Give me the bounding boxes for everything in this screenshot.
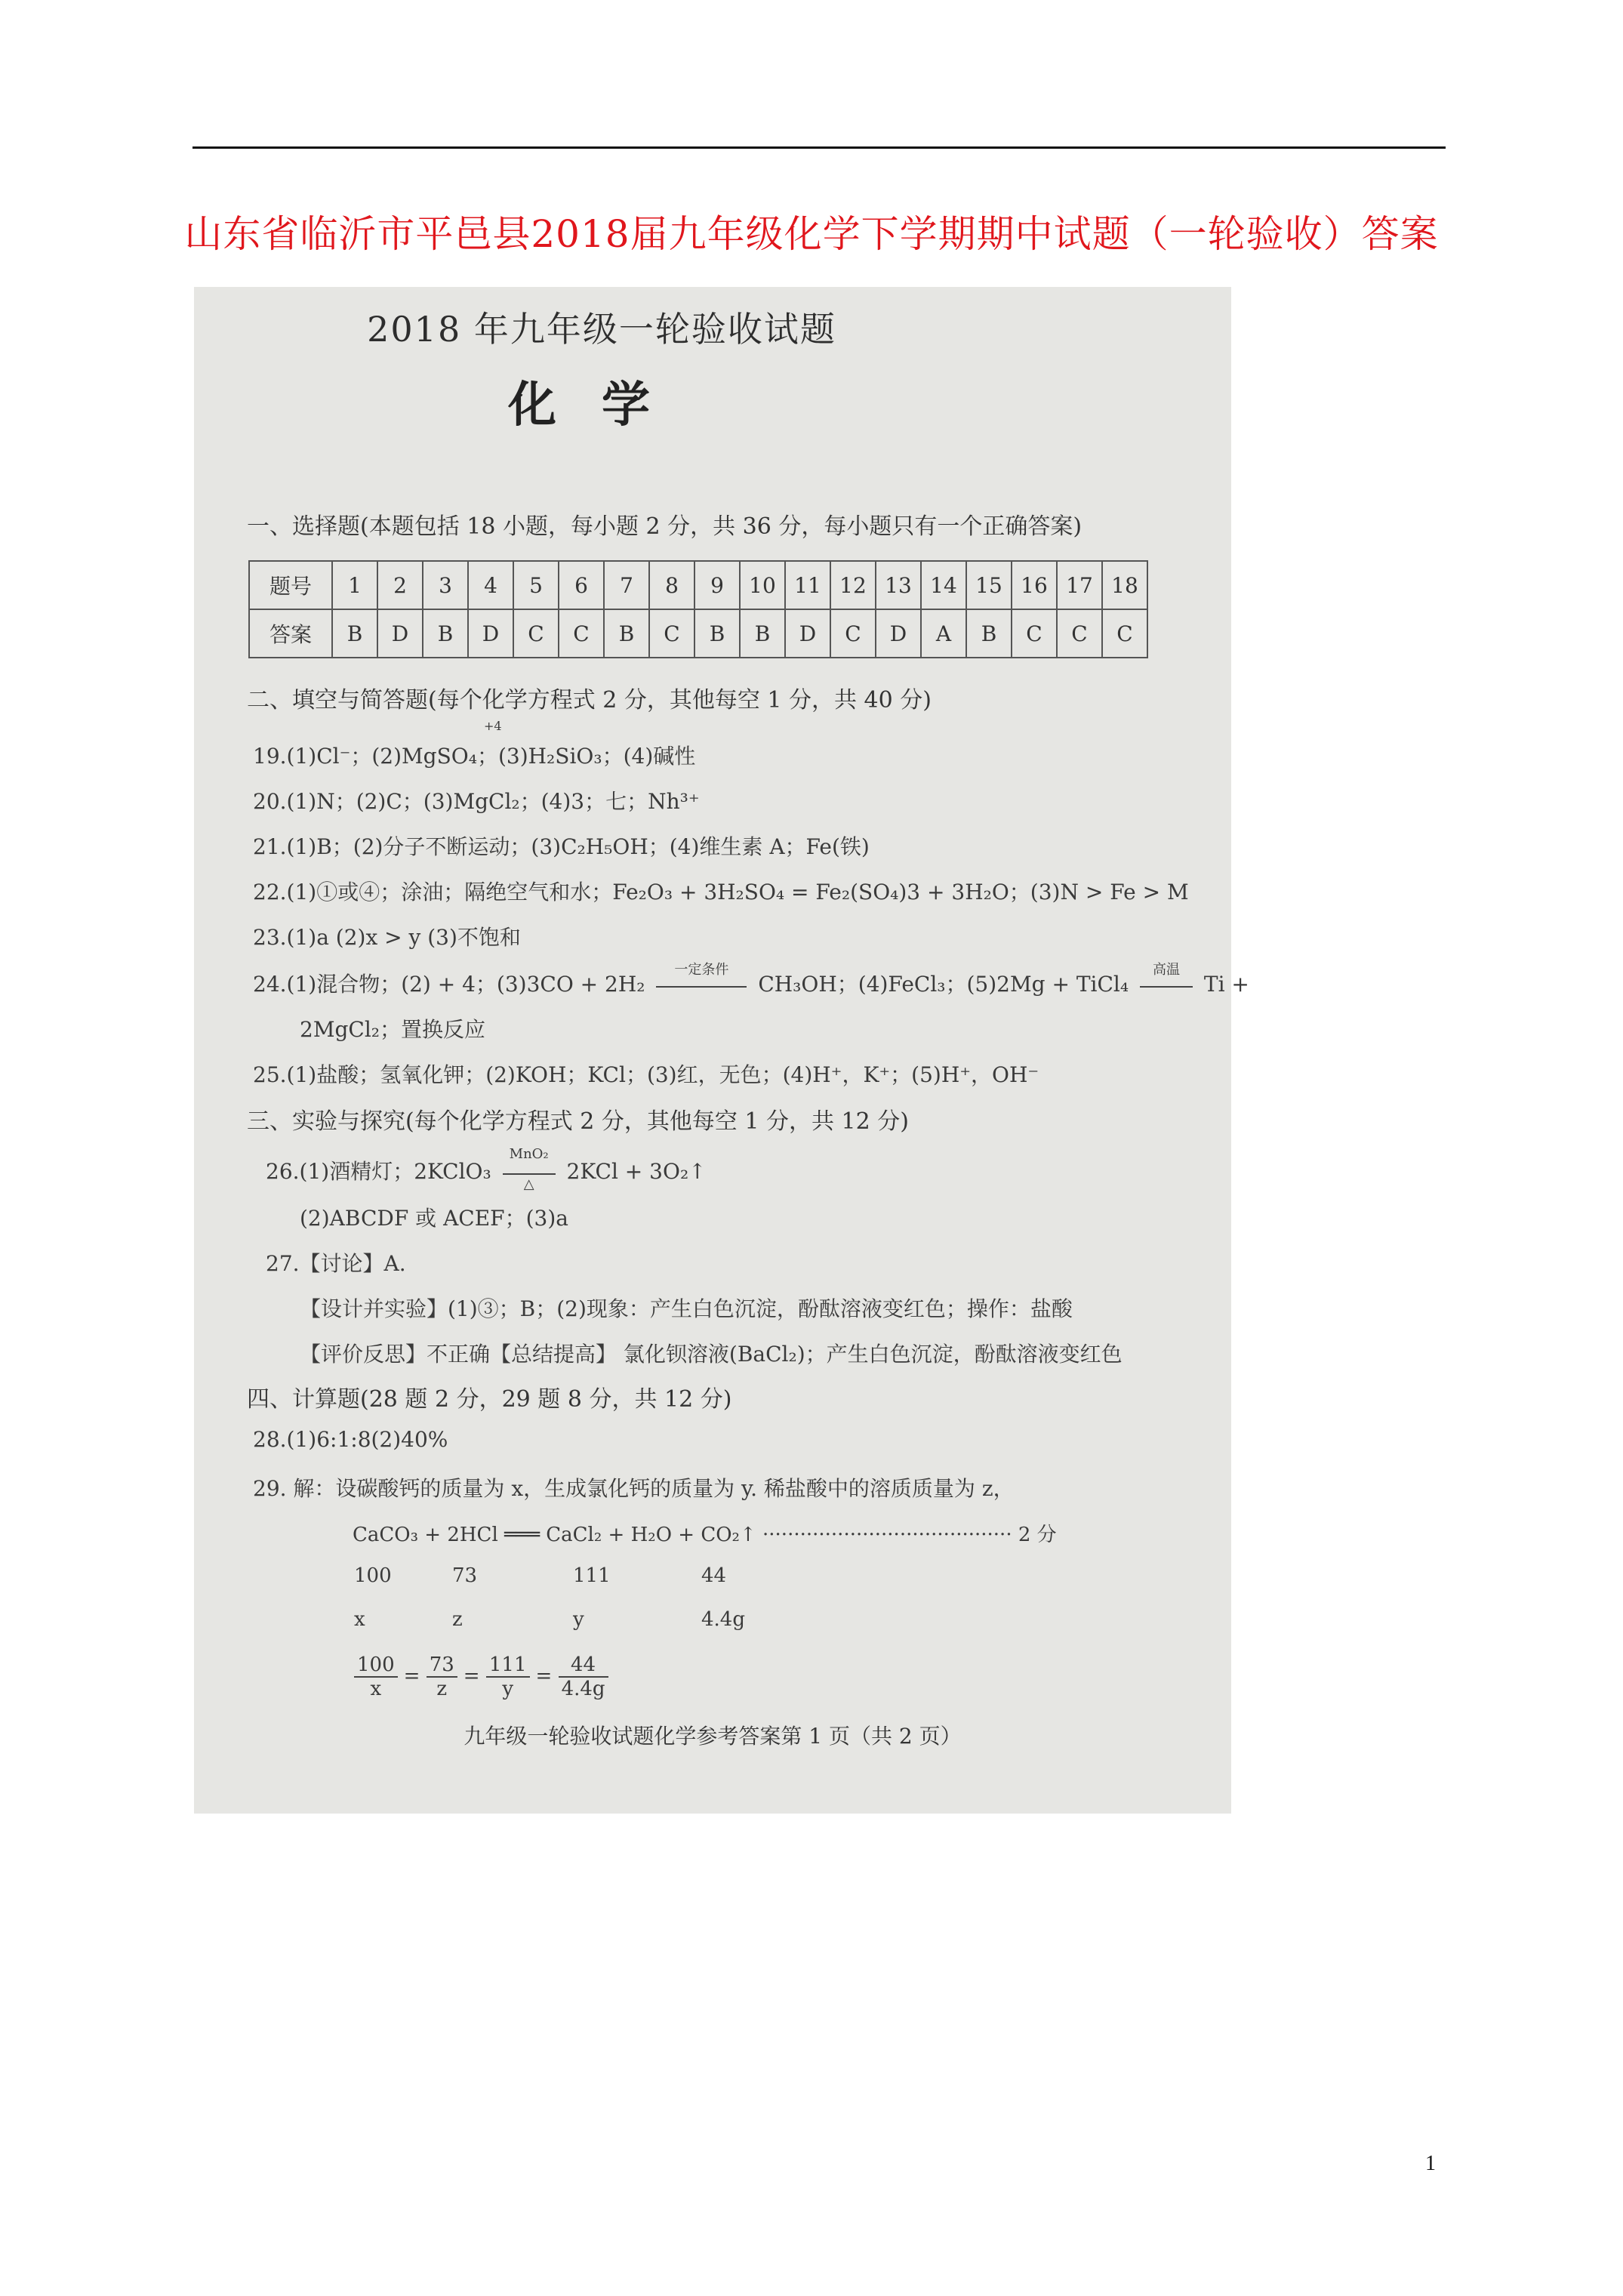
table-cell: 2: [377, 561, 423, 609]
denominator: 4.4g: [561, 1678, 605, 1700]
proportion-equation: $\frac{100}{x}$ = $\frac{73}{z}$ = $\frac{111}{y}$ = $\frac{44}{4.4g}$: [354, 1653, 614, 1700]
table-cell: D: [876, 609, 921, 658]
answer-28: 28.(1)6:1:8(2)40%: [253, 1427, 448, 1452]
section-2-heading: 二、填空与简答题(每个化学方程式 2 分，其他每空 1 分，共 40 分): [247, 687, 932, 713]
header-rule: [192, 146, 1446, 149]
answer-26-continued: (2)ABCDF 或 ACEF；(3)a: [300, 1206, 568, 1231]
heat-symbol: △: [523, 1176, 534, 1192]
table-cell: 12: [830, 561, 876, 609]
table-cell: D: [377, 609, 423, 658]
table-cell: 16: [1012, 561, 1057, 609]
relative-mass-row: [354, 1564, 726, 1587]
table-cell: 1: [332, 561, 377, 609]
table-cell: B: [423, 609, 468, 658]
mass-variable: y: [573, 1608, 584, 1631]
table-cell: C: [1102, 609, 1147, 658]
section-1-heading: 一、选择题(本题包括 18 小题，每小题 2 分，共 36 分，每小题只有一个正确答案): [247, 513, 1083, 540]
condition-label: 高温: [1152, 961, 1180, 978]
table-cell: C: [1057, 609, 1102, 658]
table-cell: A: [921, 609, 966, 658]
table-header-cell: 答案: [249, 609, 332, 658]
table-cell: B: [694, 609, 740, 658]
denominator: x: [370, 1678, 382, 1700]
answer-27: 27.【讨论】A.: [266, 1251, 406, 1276]
table-cell: 3: [423, 561, 468, 609]
answer-24: [253, 961, 1249, 998]
fraction: [486, 1653, 530, 1700]
reaction-arrow: [503, 1173, 556, 1175]
answer-25: 25.(1)盐酸；氢氧化钾；(2)KOH；KCl；(3)红，无色；(4)H⁺，K⁺；(5)H⁺，OH⁻: [253, 1062, 1039, 1087]
chemical-equation: CaCO₃ + 2HCl ═══ CaCl₂ + H₂O + CO₂↑ ········································ 2 分: [353, 1524, 1057, 1546]
table-cell: 13: [876, 561, 921, 609]
answer-22: 22.(1)①或④；涂油；隔绝空气和水；Fe₂O₃ + 3H₂SO₄ = Fe₂(SO₄)3 + 3H₂O；(3)N > Fe > M: [253, 880, 1189, 905]
mass-value: 100: [354, 1564, 392, 1587]
denominator: z: [436, 1678, 448, 1700]
table-cell: D: [785, 609, 830, 658]
answer-23: 23.(1)a (2)x > y (3)不饱和: [253, 925, 521, 950]
table-row: [249, 561, 1147, 609]
answer-24-part-b: CH₃OH；(4)FeCl₃；(5)2Mg + TiCl₄: [758, 972, 1129, 997]
table-header-cell: 题号: [249, 561, 332, 609]
answer-27-reflection: 【评价反思】不正确【总结提高】 氯化钡溶液(BaCl₂)；产生白色沉淀，酚酞溶液变红色: [300, 1342, 1123, 1367]
answer-26-part-a: 26.(1)酒精灯；2KClO₃: [266, 1159, 491, 1184]
reaction-arrow: [1140, 986, 1193, 988]
table-cell: C: [559, 609, 604, 658]
answer-29: 29. 解：设碳酸钙的质量为 x，生成氯化钙的质量为 y. 稀盐酸中的溶质质量为 z，: [253, 1476, 1015, 1501]
fraction: [354, 1653, 398, 1700]
table-cell: C: [513, 609, 559, 658]
table-cell: 10: [740, 561, 785, 609]
answer-sheet-photo: [194, 287, 1249, 1814]
section-4-heading: 四、计算题(28 题 2 分，29 题 8 分，共 12 分): [247, 1386, 732, 1413]
answer-24-part-a: 24.(1)混合物；(2) + 4；(3)3CO + 2H₂: [253, 972, 645, 997]
oxidation-state-label: +4: [484, 719, 502, 733]
mass-value: 73: [452, 1564, 478, 1587]
mass-value: 111: [573, 1564, 611, 1587]
fraction: [559, 1653, 608, 1700]
table-cell: 7: [604, 561, 649, 609]
mass-variable: z: [452, 1608, 463, 1631]
numerator: 111: [486, 1653, 530, 1678]
answer-26-part-b: 2KCl + 3O₂↑: [566, 1159, 707, 1184]
fraction: [427, 1653, 457, 1700]
denominator: y: [502, 1678, 514, 1700]
answer-26: [266, 1145, 707, 1192]
table-cell: C: [649, 609, 694, 658]
table-cell: 18: [1102, 561, 1147, 609]
paper-subject: 化学: [508, 377, 695, 433]
reaction-condition: [503, 1145, 556, 1192]
table-cell: C: [1012, 609, 1057, 658]
numerator: 100: [354, 1653, 398, 1678]
table-cell: D: [468, 609, 513, 658]
table-cell: 9: [694, 561, 740, 609]
table-cell: B: [332, 609, 377, 658]
catalyst-label: MnO₂: [509, 1145, 549, 1162]
numerator: 44: [559, 1653, 608, 1678]
table-row: [249, 609, 1147, 658]
reaction-condition: [1140, 961, 1193, 997]
table-cell: C: [830, 609, 876, 658]
table-cell: 11: [785, 561, 830, 609]
paper-footer: 九年级一轮验收试题化学参考答案第 1 页（共 2 页）: [463, 1724, 962, 1749]
answer-table: [248, 560, 1148, 658]
reaction-condition: [656, 961, 747, 997]
condition-label: 一定条件: [674, 961, 729, 978]
reaction-arrow: [656, 986, 747, 988]
mass-value: 44: [701, 1564, 727, 1587]
answer-24-continued: 2MgCl₂；置换反应: [300, 1017, 486, 1042]
table-cell: 14: [921, 561, 966, 609]
mass-variable: x: [354, 1608, 365, 1631]
table-cell: 4: [468, 561, 513, 609]
numerator: 73: [427, 1653, 457, 1678]
actual-mass-row: [354, 1608, 745, 1631]
table-cell: 5: [513, 561, 559, 609]
section-3-heading: 三、实验与探究(每个化学方程式 2 分，其他每空 1 分，共 12 分): [247, 1108, 909, 1135]
answer-19: 19.(1)Cl⁻；(2)MgSO₄；(3)H₂SiO₃；(4)碱性: [253, 744, 696, 769]
mass-variable: 4.4g: [701, 1608, 745, 1631]
answer-20: 20.(1)N；(2)C；(3)MgCl₂；(4)3；七；Nh³⁺: [253, 789, 700, 814]
table-cell: 6: [559, 561, 604, 609]
table-cell: B: [740, 609, 785, 658]
table-cell: 8: [649, 561, 694, 609]
table-cell: B: [966, 609, 1012, 658]
answer-24-part-c: Ti +: [1203, 972, 1249, 997]
table-cell: 17: [1057, 561, 1102, 609]
table-cell: B: [604, 609, 649, 658]
answer-27-design: 【设计并实验】(1)③；B；(2)现象：产生白色沉淀，酚酞溶液变红色；操作：盐酸: [300, 1296, 1073, 1321]
page-number: 1: [1425, 2152, 1436, 2175]
answer-21: 21.(1)B；(2)分子不断运动；(3)C₂H₅OH；(4)维生素 A；Fe(铁): [253, 834, 870, 859]
paper-title: 2018 年九年级一轮验收试题: [367, 309, 836, 350]
document-title: 山东省临沂市平邑县2018届九年级化学下学期期中试题（一轮验收）答案: [184, 212, 1439, 256]
table-cell: 15: [966, 561, 1012, 609]
